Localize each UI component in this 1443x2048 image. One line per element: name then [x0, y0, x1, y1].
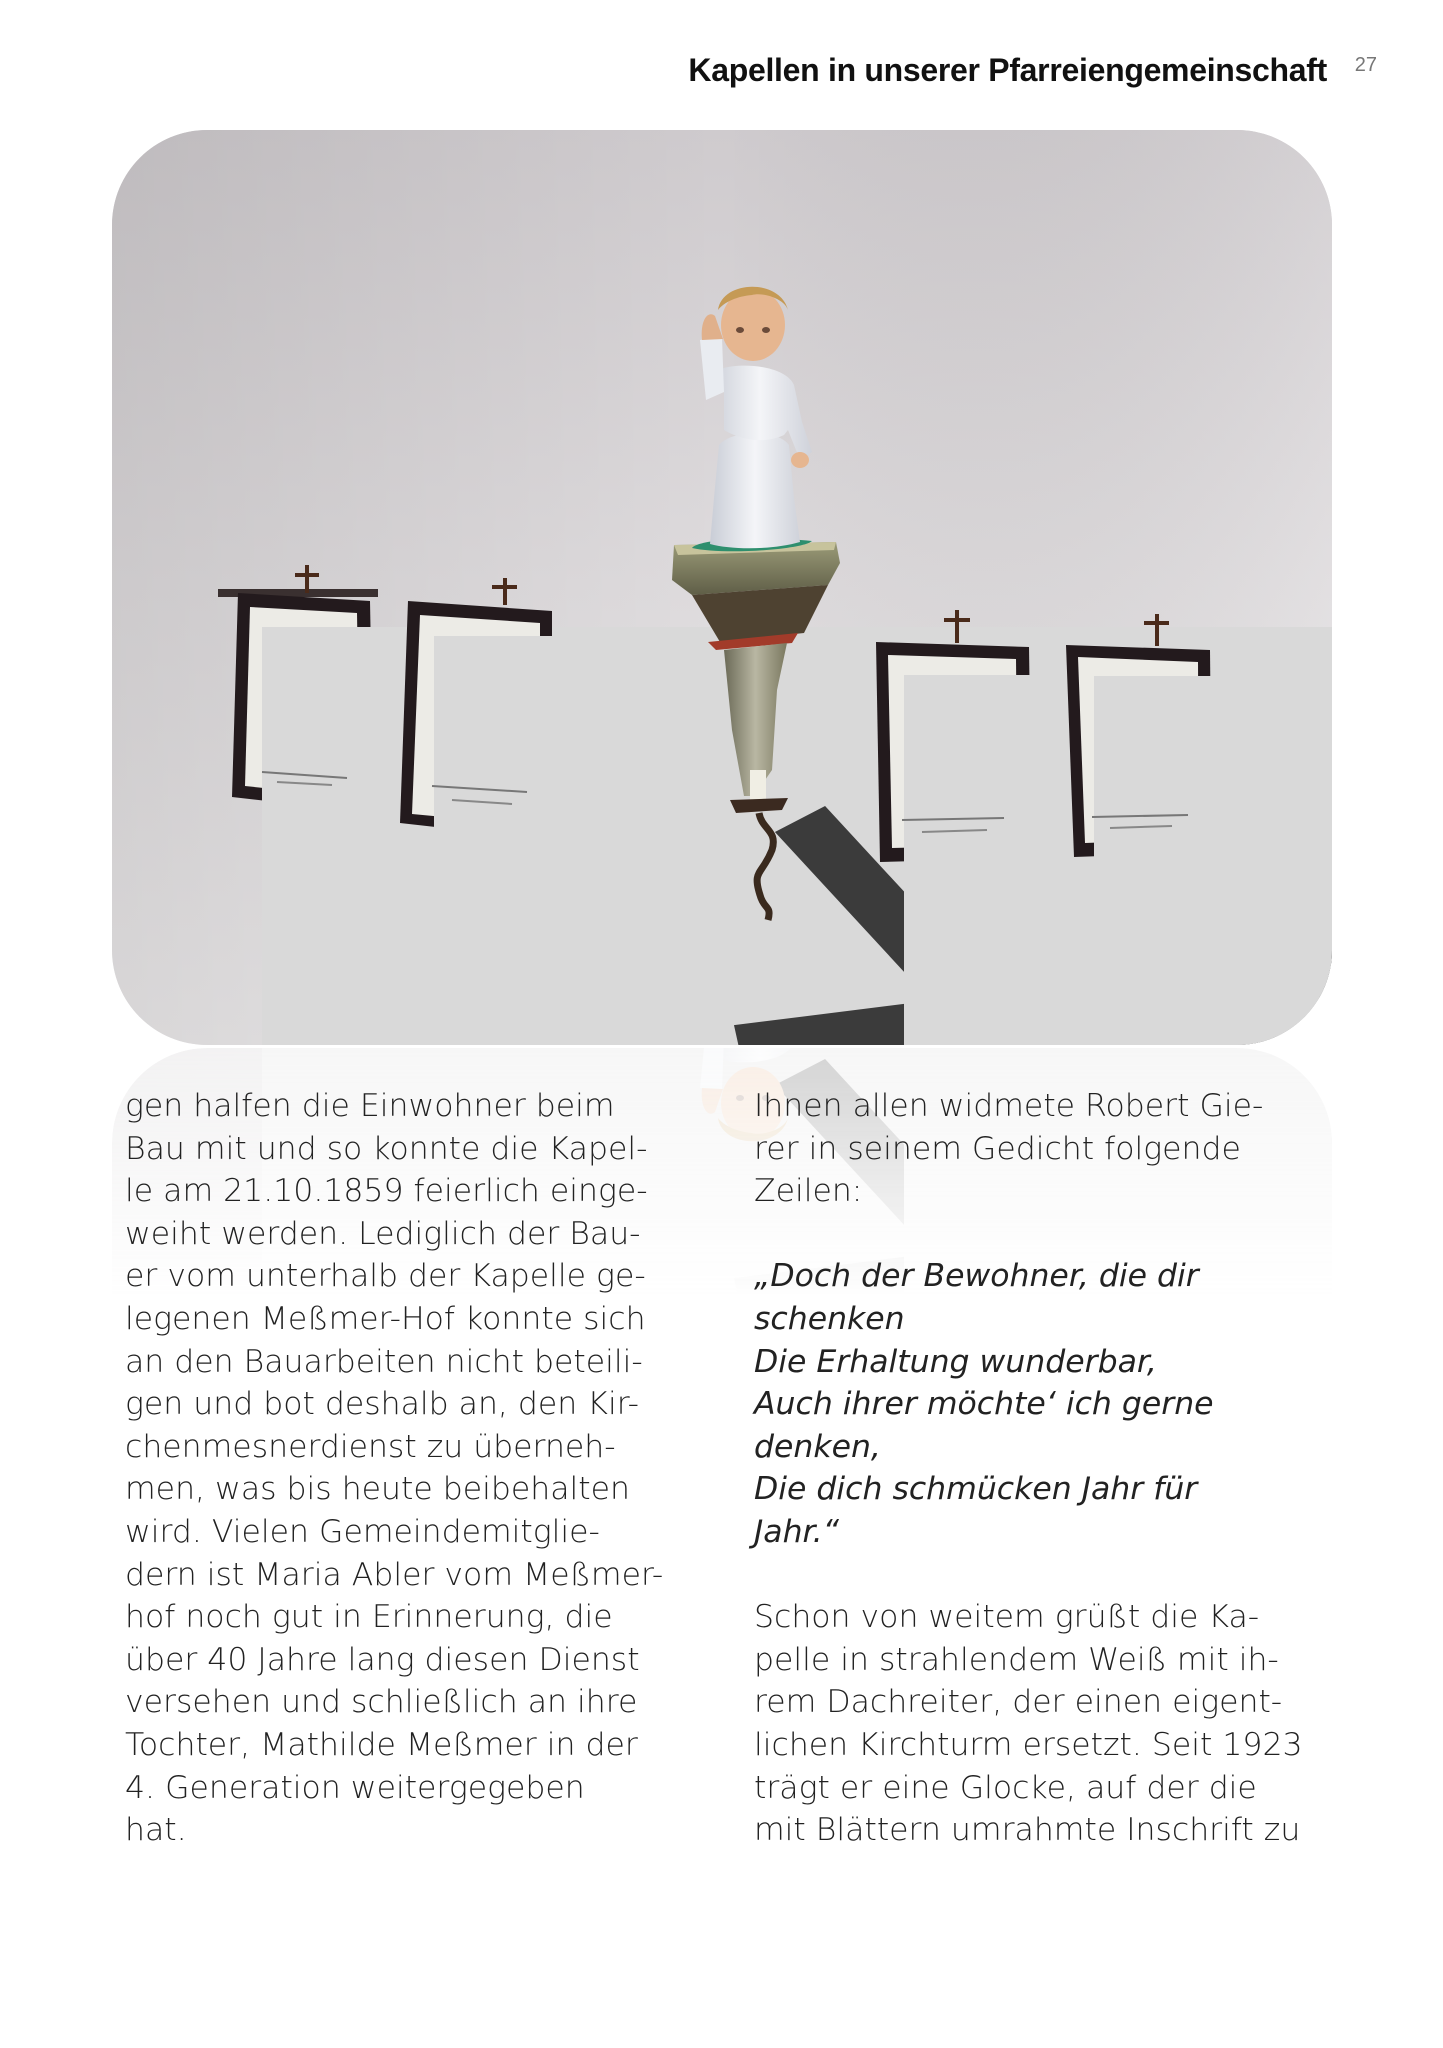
poem-line: Jahr.“ — [754, 1513, 839, 1550]
right-text-column — [754, 1085, 1324, 1852]
text-line: pelle in strahlendem Weiß mit ih- — [754, 1641, 1279, 1678]
text-line: weiht werden. Lediglich der Bau- — [125, 1215, 641, 1252]
poem-line: Die dich schmücken Jahr für — [754, 1471, 1198, 1508]
poem-line: Die Erhaltung wunderbar, — [754, 1343, 1157, 1380]
text-line: legenen Meßmer-Hof konnte sich — [125, 1300, 646, 1337]
text-line: an den Bauarbeiten nicht beteili- — [125, 1343, 643, 1380]
page-number: 27 — [1354, 54, 1377, 76]
text-line: men, was bis heute beibehalten — [125, 1471, 630, 1508]
text-line: mit Blättern umrahmte Inschrift zu — [754, 1812, 1301, 1849]
text-line: wird. Vielen Gemeindemitglie- — [125, 1513, 600, 1550]
poem-line: denken, — [754, 1428, 881, 1465]
intro-paragraph — [754, 1085, 1324, 1213]
text-line: hat. — [125, 1812, 187, 1849]
closing-paragraph — [754, 1596, 1324, 1852]
left-paragraph — [125, 1085, 695, 1852]
text-line: Bau mit und so konnte die Kapel- — [125, 1130, 648, 1167]
text-line: 4. Generation weitergegeben — [125, 1769, 585, 1806]
chapel-wall-photo-icon — [112, 130, 1332, 1045]
poem-line: „Doch der Bewohner, die dir — [754, 1258, 1199, 1295]
paragraph-gap — [754, 1213, 1324, 1256]
poem-quote — [754, 1255, 1324, 1553]
paragraph-gap — [754, 1554, 1324, 1597]
text-line: rer in seinem Gedicht folgende — [754, 1130, 1241, 1167]
text-line: über 40 Jahre lang diesen Dienst — [125, 1641, 640, 1678]
text-line: lichen Kirchturm ersetzt. Seit 1923 — [754, 1726, 1303, 1763]
text-line: dern ist Maria Abler vom Meßmer- — [125, 1556, 664, 1593]
text-line: versehen und schließlich an ihre — [125, 1684, 638, 1721]
text-line: chenmesnerdienst zu überneh- — [125, 1428, 616, 1465]
poem-line: Auch ihrer möchte‘ ich gerne — [754, 1386, 1214, 1423]
text-line: er vom unterhalb der Kapelle ge- — [125, 1258, 646, 1295]
text-line: le am 21.10.1859 feierlich einge- — [125, 1173, 648, 1210]
page-header — [0, 52, 1443, 102]
photo-frame — [112, 130, 1332, 1045]
text-line: Tochter, Mathilde Meßmer in der — [125, 1726, 638, 1763]
text-line: Schon von weitem grüßt die Ka- — [754, 1599, 1260, 1636]
page-title: Kapellen in unserer Pfarreiengemeinschaft — [688, 52, 1327, 88]
left-text-column — [125, 1085, 695, 1852]
text-line: gen halfen die Einwohner beim — [125, 1088, 615, 1124]
text-line: rem Dachreiter, der einen eigent- — [754, 1684, 1283, 1721]
text-line: Zeilen: — [754, 1173, 863, 1210]
text-line: hof noch gut in Erinnerung, die — [125, 1599, 613, 1636]
text-line: Ihnen allen widmete Robert Gie- — [754, 1088, 1264, 1124]
poem-line: schenken — [754, 1300, 905, 1337]
text-line: trägt er eine Glocke, auf der die — [754, 1769, 1257, 1806]
chapel-wall-photo — [112, 130, 1332, 1045]
text-line: gen und bot deshalb an, den Kir- — [125, 1386, 639, 1423]
